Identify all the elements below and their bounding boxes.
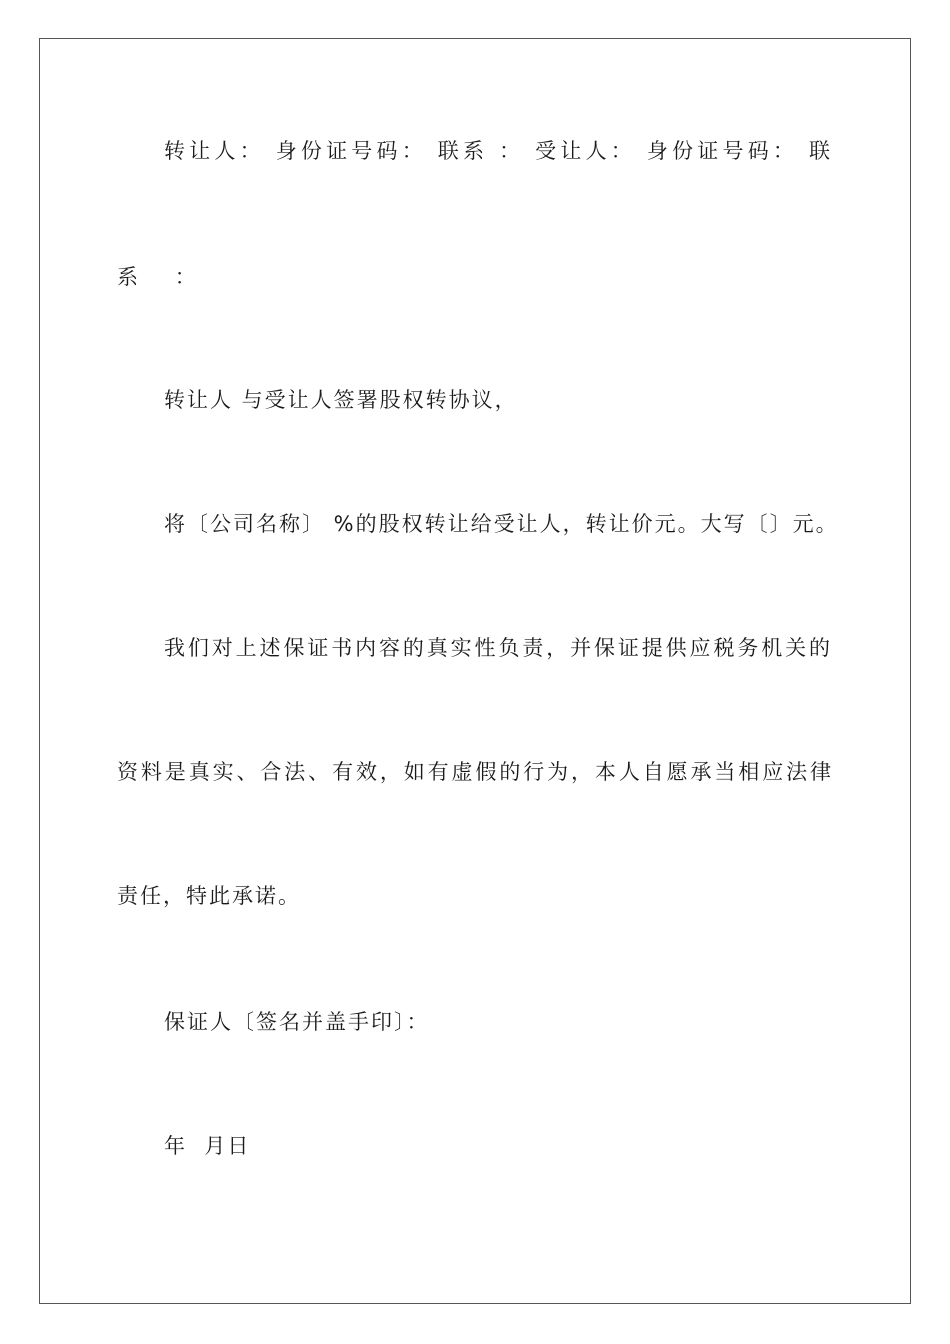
date-line: 年 月日 (164, 1134, 251, 1158)
agreement-statement: 转让人 与受让人签署股权转协议， (164, 388, 518, 412)
guarantee-paragraph-line-3: 责任，特此承诺。 (117, 884, 301, 908)
guarantee-paragraph-line-2: 资料是真实、合法、有效，如有虚假的行为，本人自愿承当相应法律 (117, 760, 833, 784)
guarantor-signature-label: 保证人〔签名并盖手印〕： (164, 1010, 430, 1034)
guarantee-paragraph-line-1: 我们对上述保证书内容的真实性负责，并保证提供应税务机关的 (164, 636, 832, 660)
party-info-line-1: 转让人： 身份证号码： 联系 ： 受让人： 身份证号码： 联 (164, 139, 832, 163)
page-border (39, 38, 911, 1304)
transfer-terms: 将〔公司名称〕 %的股权转让给受让人，转让价元。大写〔〕元。 (164, 512, 839, 536)
party-info-line-2: 系 ： (117, 265, 198, 289)
